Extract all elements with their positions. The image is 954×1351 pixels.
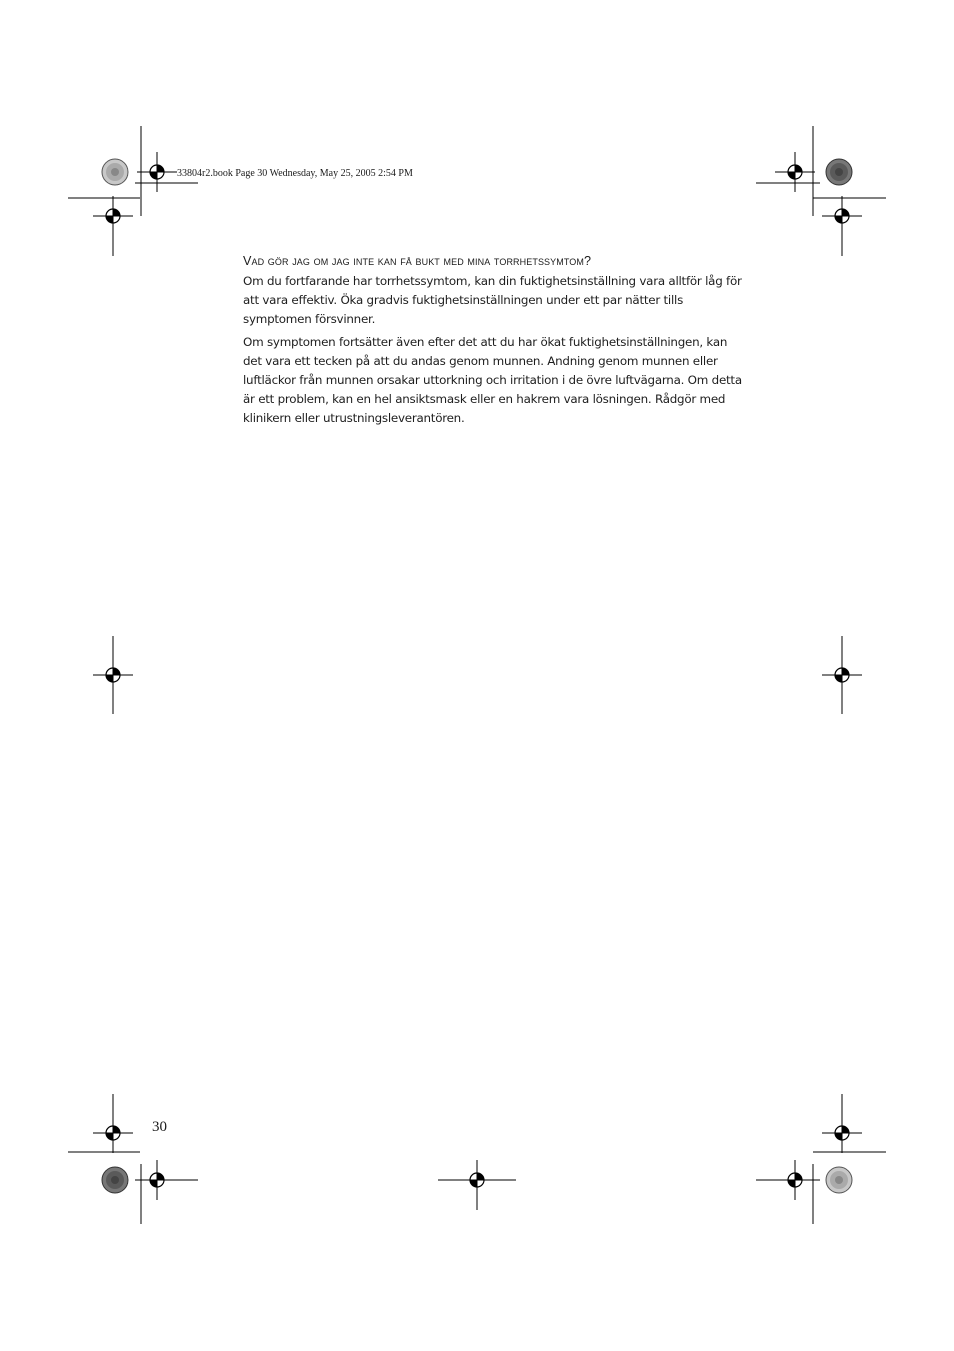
paragraph — [243, 272, 755, 329]
paragraph-line: luftläckor från munnen orsakar uttorkning och irritation i de övre luftvägarna. Om detta — [243, 373, 742, 387]
page-content — [243, 253, 755, 432]
paragraph — [243, 333, 755, 428]
paragraph-line: är ett problem, kan en hel ansiktsmask eller en hakrem vara lösningen. Rådgör med — [243, 392, 726, 406]
registration-mark — [775, 152, 815, 192]
color-bar-mark — [826, 159, 852, 185]
color-bar-mark — [102, 1167, 128, 1193]
paragraph-line: Om symptomen fortsätter även efter det att du har ökat fuktighetsinställningen, kan — [243, 335, 728, 349]
section-heading: Vad gör jag om jag inte kan få bukt med mina torrhetssymtom? — [243, 254, 592, 268]
paragraph-line: symptomen försvinner. — [243, 312, 376, 326]
color-bar-mark — [826, 1167, 852, 1193]
paragraph-line: Om du fortfarande har torrhetssymtom, kan din fuktighetsinställning vara alltför låg för — [243, 274, 742, 288]
print-header-info: 33804r2.book Page 30 Wednesday, May 25, 2005 2:54 PM — [177, 168, 413, 179]
paragraph-line: det vara ett tecken på att du andas genom munnen. Andning genom munnen eller — [243, 354, 718, 368]
paragraph-line: klinikern eller utrustningsleverantören. — [243, 411, 465, 425]
paragraph-line: att vara effektiv. Öka gradvis fuktighetsinställningen under ett par nätter tills — [243, 293, 684, 307]
registration-mark — [137, 152, 177, 192]
page-number: 30 — [152, 1119, 167, 1135]
color-bar-mark — [102, 159, 128, 185]
